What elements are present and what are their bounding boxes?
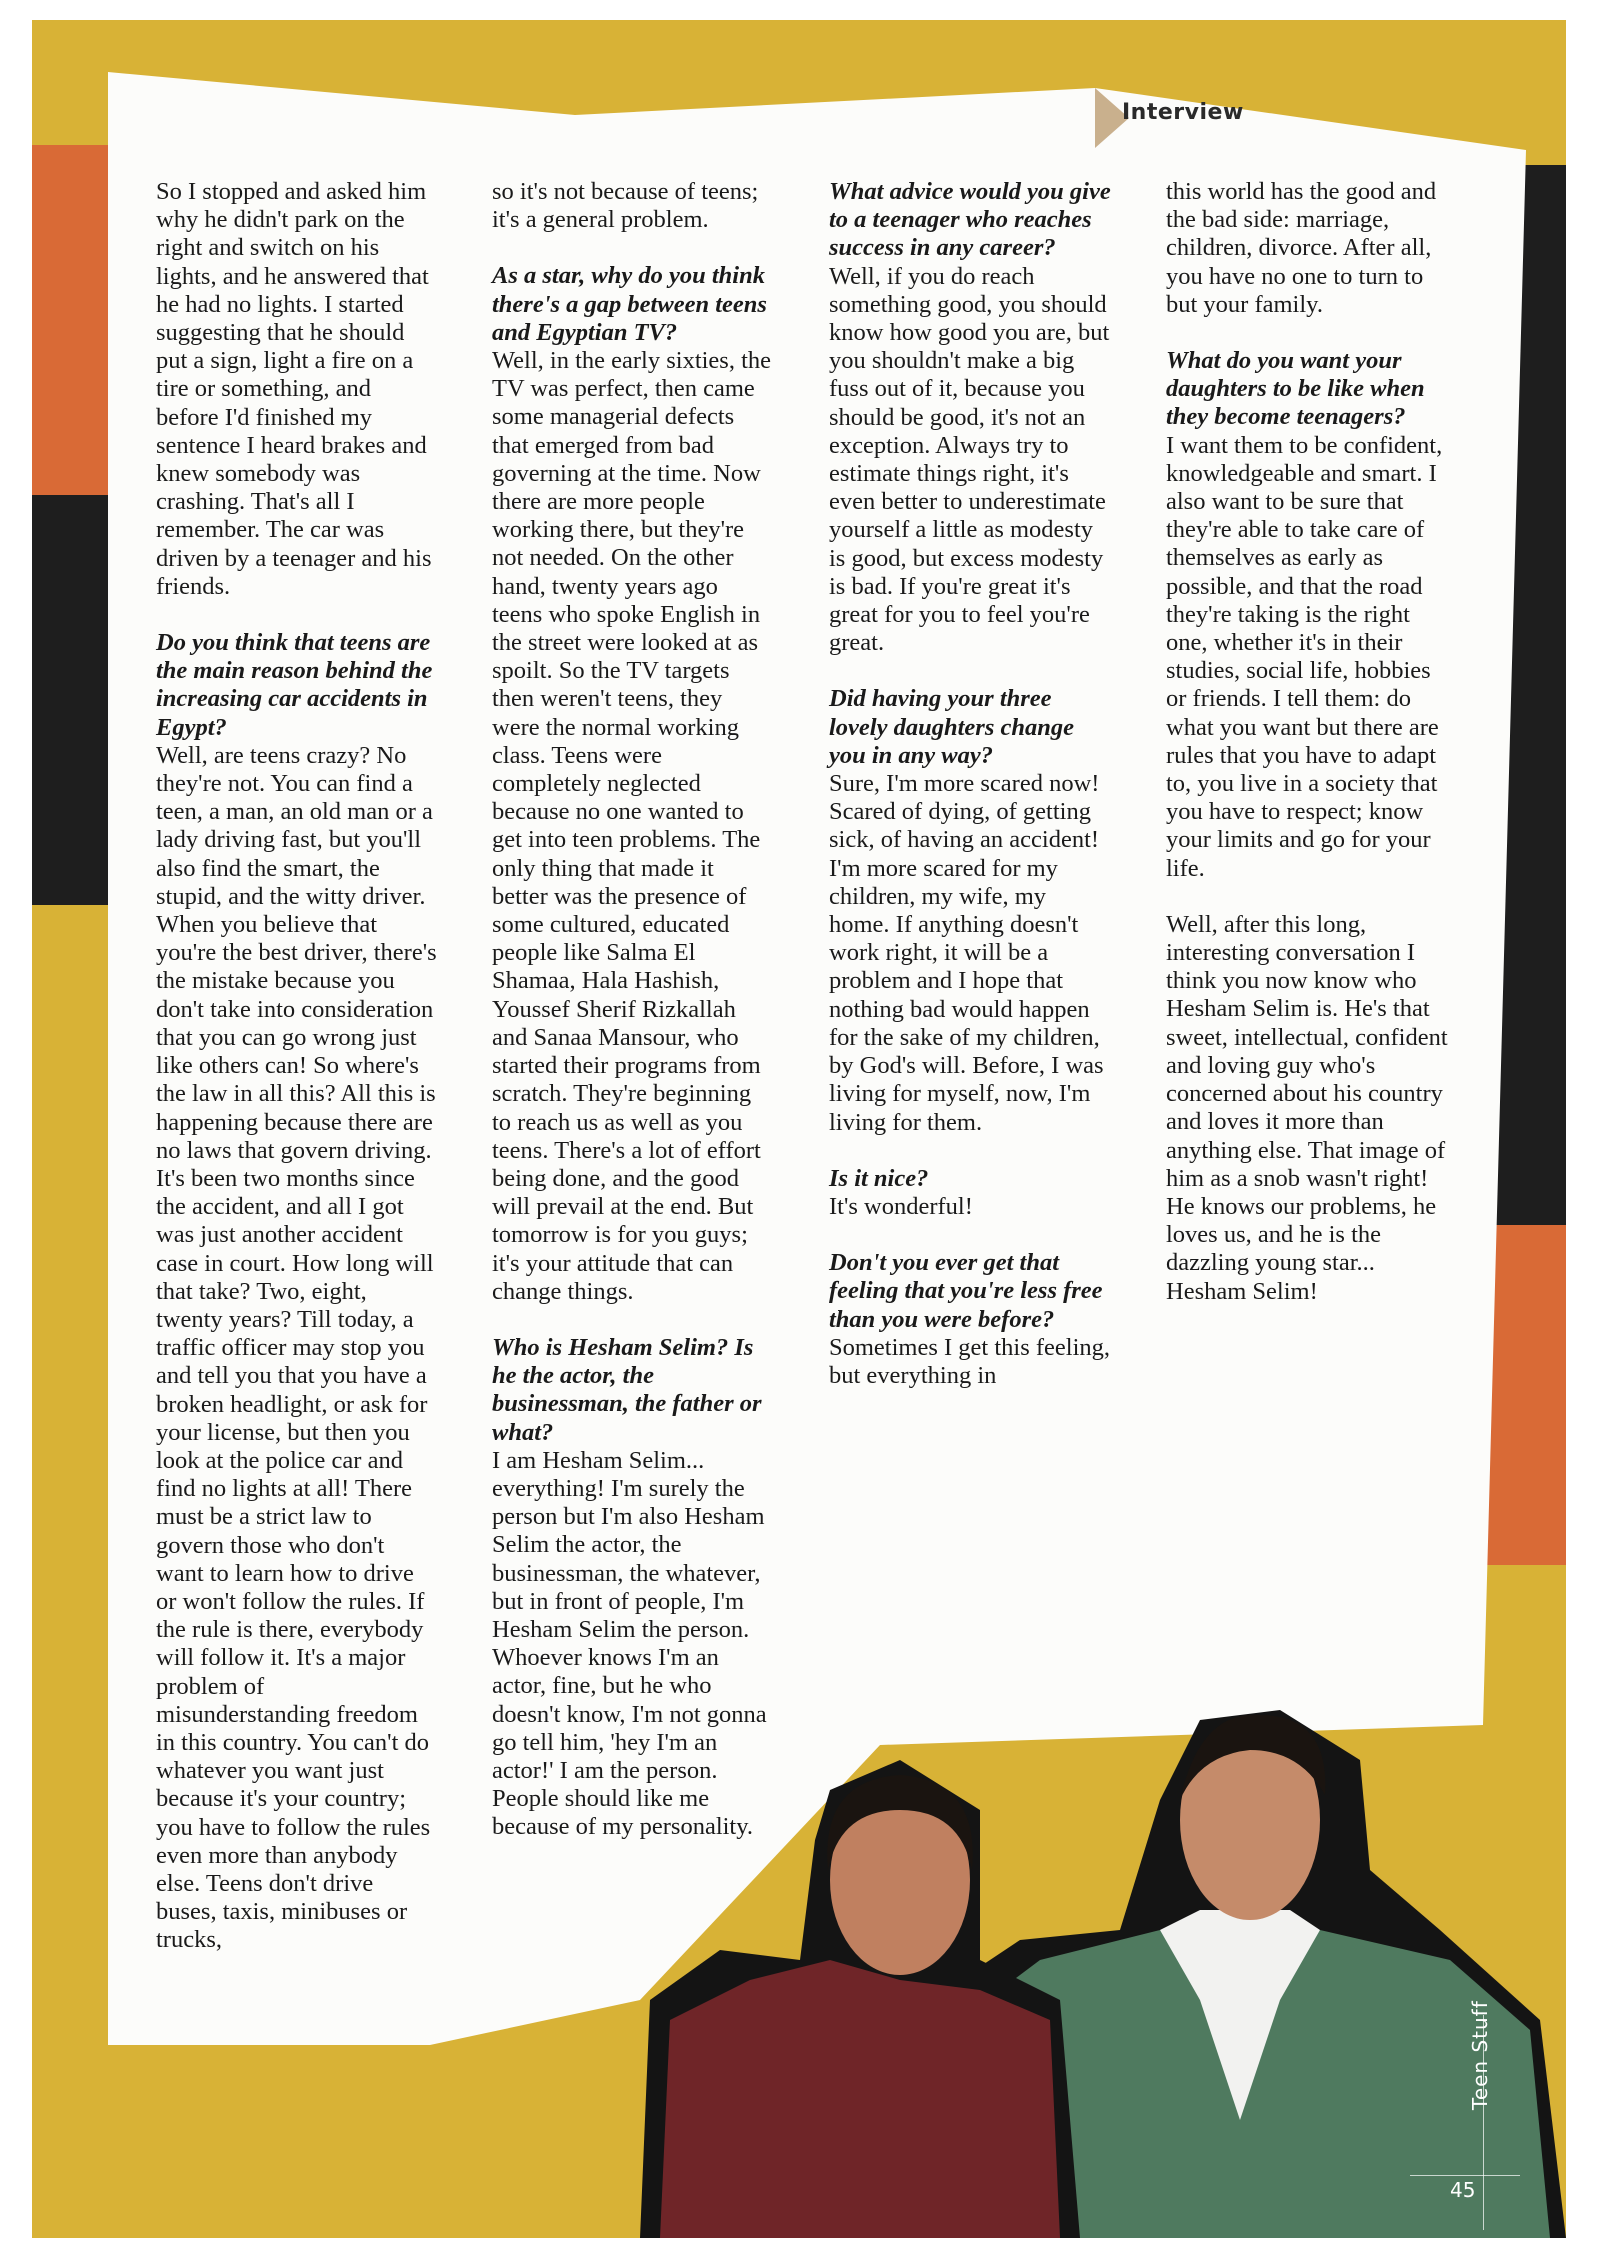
article-column-1 (156, 178, 438, 1983)
article-column-3 (829, 178, 1111, 1418)
footer-rule-horizontal (1410, 2175, 1520, 2176)
section-header: Interview (1122, 100, 1244, 125)
answer: Well, if you do reach something good, you should know how good you are, but you shouldn't make a big fuss out of it, because you should be good, it's not an exception. Always try to estimate things right, it's even better to underestimate yourself a little as modesty is good, but excess modesty is bad. If you're great it's great for you to feel you're great. (829, 262, 1110, 657)
paragraph: this world has the good and the bad side: marriage, children, divorce. After all, you have no one to turn to but your family. (1166, 178, 1437, 318)
question: Do you think that teens are the main reason behind the increasing car accidents in Egypt? (156, 629, 433, 741)
answer: I am Hesham Selim... everything! I'm surely the person but I'm also Hesham Selim the actor, the businessman, the whatever, but in front of people, I'm Hesham Selim the person. Whoever knows I'm an actor, fine, but he who doesn't know, I'm not gonna go tell him, 'hey I'm an actor!' I am the person. People should like me because of my personality. (492, 1446, 767, 1841)
article-column-4 (1166, 178, 1448, 1334)
paragraph: So I stopped and asked him why he didn't park on the right and switch on his lights, and he answered that he had no lights. I started suggesting that he should put a sign, light a fire on a tire or something, and before I'd finished my sentence I heard brakes and knew somebody was crashing. That's all I remember. The car was driven by a teenager and his friends. (156, 178, 432, 600)
article-column-2 (492, 178, 774, 1870)
answer: It's wonderful! (829, 1192, 973, 1220)
magazine-name: Teen Stuff (1468, 2000, 1492, 2110)
question: As a star, why do you think there's a gap between teens and Egyptian TV? (492, 262, 767, 346)
paragraph: so it's not because of teens; it's a general problem. (492, 178, 759, 234)
page-number: 45 (1450, 2178, 1476, 2202)
question: Did having your three lovely daughters change you in any way? (829, 685, 1074, 769)
boy-jacket (660, 1960, 1060, 2238)
photo-interviewee-and-son (600, 1700, 1566, 2238)
question: Is it nice? (829, 1164, 929, 1192)
answer: Well, are teens crazy? No they're not. You can find a teen, a man, an old man or a lady driving fast, but you'll also find the smart, the stupid, and the witty driver. When you believe that you're the best driver, there's the mistake because you don't take into consideration that you can go wrong just like others can! So where's the law in all this? All this is happening because there are no laws that govern driving. It's been two months since the accident, and all I got was just another accident case in court. How long will that take? Two, eight, twenty years? Till today, a traffic officer may stop you and tell you that you have a broken headlight, or ask for your license, but then you look at the police car and find no lights at all! There must be a strict law to govern those who don't want to learn how to drive or won't follow the rules. If the rule is there, everybody will follow it. It's a major problem of misunderstanding freedom in this country. You can't do whatever you want just because it's your country; you have to follow the rules even more than anybody else. Teens don't drive buses, taxis, minibuses or trucks, (156, 741, 437, 1954)
answer: Sometimes I get this feeling, but everything in (829, 1333, 1111, 1389)
question: Who is Hesham Selim? Is he the actor, the businessman, the father or what? (492, 1333, 762, 1446)
question: Don't you ever get that feeling that you're less free than you were before? (829, 1249, 1103, 1333)
question: What advice would you give to a teenager who reaches success in any career? (829, 178, 1111, 262)
paragraph: Well, after this long, interesting conversation I think you now know who Hesham Selim is. He's that sweet, intellectual, confident and loving guy who's concerned about his country and loves it more than anything else. That image of him as a snob wasn't right! He knows our problems, he loves us, and he is the dazzling young star... Hesham Selim! (1166, 910, 1448, 1305)
answer: Sure, I'm more scared now! Scared of dying, of getting sick, of having an accident! I'm more scared for my children, my wife, my home. If anything doesn't work right, it will be a problem and I hope that nothing bad would happen for the sake of my children, by God's will. Before, I was living for myself, now, I'm living for them. (829, 770, 1104, 1136)
answer: Well, in the early sixties, the TV was perfect, then came some managerial defects that emerged from bad governing at the time. Now there are more people working there, but they're not needed. On the other hand, twenty years ago teens who spoke English in the street were looked at as spoilt. So the TV targets then weren't teens, they were the normal working class. Teens were completely neglected because no one wanted to get into teen problems. The only thing that made it better was the presence of some cultured, educated people like Salma El Shamaa, Hala Hashish, Youssef Sherif Rizkallah and Sanaa Mansour, who started their programs from scratch. They're beginning to reach us as well as you teens. There's a lot of effort being done, and the good will prevail at the end. But tomorrow is for you guys; it's your attitude that can change things. (492, 347, 772, 1305)
answer: I want them to be confident, knowledgeable and smart. I also want to be sure that they're able to take care of themselves as early as possible, and that the road they're taking is the right one, whether it's in their studies, social life, hobbies or friends. I tell them: do what you want but there are rules that you have to adapt to, you live in a society that you have to respect; know your limits and go for your life. (1166, 431, 1443, 882)
question: What do you want your daughters to be like when they become teenagers? (1166, 347, 1425, 431)
